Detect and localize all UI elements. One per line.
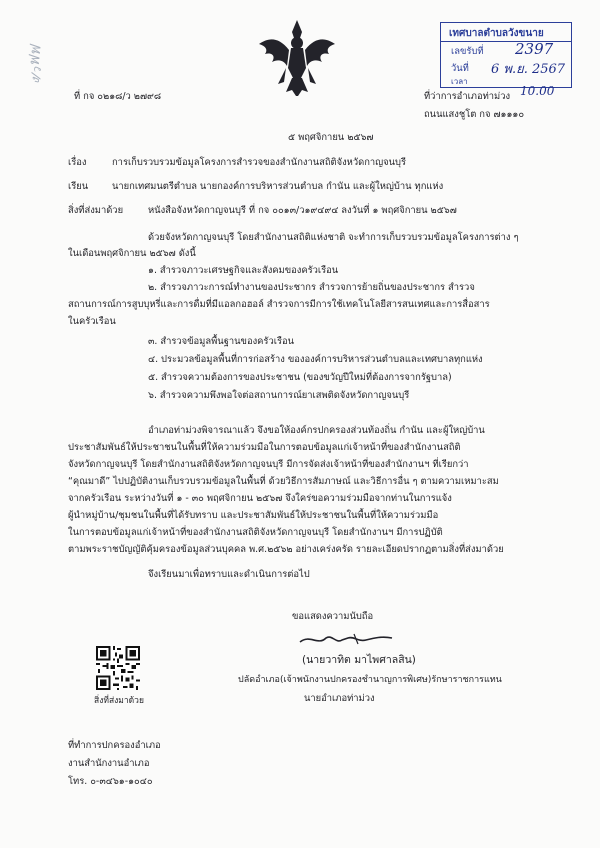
margin-note-top: ฟฟ — [24, 44, 45, 68]
reference-text: หนังสือจังหวัดกาญจนบุรี ที่ กจ ๐๐๑๓/ว๑๙๔๙๔ ลงวันที่ ๑ พฤศจิกายน ๒๕๖๗ — [148, 205, 457, 216]
qr-code — [96, 646, 140, 690]
paragraph-line-1: อำเภอท่าม่วงพิจารณาแล้ว จึงขอให้องค์กรปกครองส่วนท้องถิ่น กำนัน และผู้ใหญ่บ้าน — [148, 425, 485, 436]
subject-label: เรื่อง — [68, 157, 87, 168]
stamp-receive-label: เลขรับที่ — [451, 46, 484, 57]
footer-line-3: โทร. ๐-๓๔๖๑-๑๐๔๐ — [68, 776, 153, 787]
office-address-line2: ถนนแสงชูโต กจ ๗๑๑๑๐ — [424, 109, 525, 120]
footer-line-2: งานสำนักงานอำเภอ — [68, 758, 150, 769]
item-2-line-2: สถานการณ์การสูบบุหรี่และการดื่มที่มีแอลกอฮอล์ สำรวจการมีการใช้เทคโนโลยีสารสนเทศและการสื่อสาร — [68, 299, 490, 310]
margin-note-side: ง/ว — [27, 66, 45, 85]
handwritten-signature — [296, 628, 396, 650]
reference-label: สิ่งที่ส่งมาด้วย — [68, 205, 124, 216]
stamp-date-label: วันที่ — [451, 63, 469, 74]
received-stamp — [440, 22, 572, 88]
item-3: ๓. สำรวจข้อมูลพื้นฐานของครัวเรือน — [148, 336, 295, 347]
document-date: ๕ พฤศจิกายน ๒๕๖๗ — [288, 132, 374, 143]
paragraph-line-6: ผู้นำหมู่บ้าน/ชุมชนในพื้นที่ได้รับทราบ และประชาสัมพันธ์ให้ประชาชนในพื้นที่ให้ความร่วมมือ — [68, 510, 439, 521]
stamp-receive-no: 2397 — [515, 40, 554, 58]
recipient-label: เรียน — [68, 181, 89, 192]
stamp-time-value: 10.00 — [520, 84, 555, 98]
office-address-line1: ที่ว่าการอำเภอท่าม่วง — [424, 91, 511, 102]
garuda-emblem — [256, 18, 338, 98]
item-6: ๖. สำรวจความพึงพอใจต่อสถานการณ์ยาเสพติดจังหวัดกาญจนบุรี — [148, 390, 410, 401]
footer-line-1: ที่ทำการปกครองอำเภอ — [68, 740, 161, 751]
stamp-office: เทศบาลตำบลวังขนาย — [449, 28, 544, 39]
item-2-line-3: ในครัวเรือน — [68, 316, 116, 327]
signer-title: นายอำเภอท่าม่วง — [304, 693, 375, 704]
item-1: ๑. สำรวจภาวะเศรษฐกิจและสังคมของครัวเรือน — [148, 265, 339, 276]
closing-line: จึงเรียนมาเพื่อทราบและดำเนินการต่อไป — [148, 569, 310, 580]
paragraph-line-4: “คุณมาดี” ไปปฏิบัติงานเก็บรวบรวมข้อมูลในพื้นที่ ด้วยวิธีการสัมภาษณ์ และวิธีการอื่น ๆ ตามความเหมาะสม — [68, 476, 499, 487]
signer-name: (นายวาทิต มาไพศาลสิน) — [302, 654, 416, 666]
paragraph-line-7: ในการตอบข้อมูลแก่เจ้าหน้าที่ของสำนักงานสถิติจังหวัดกาญจนบุรี โดยสำนักงานฯ มีการปฏิบัติ — [68, 527, 443, 538]
regards-text: ขอแสดงความนับถือ — [292, 611, 374, 622]
document-number: ที่ กจ ๐๒๑๘/ว ๒๗๙๘ — [74, 91, 162, 102]
stamp-time-label: เวลา — [451, 77, 468, 86]
intro-line-2: ในเดือนพฤศจิกายน ๒๕๖๗ ดังนี้ — [68, 248, 196, 259]
paragraph-line-8: ตามพระราชบัญญัติคุ้มครองข้อมูลส่วนบุคคล พ.ศ.๒๕๖๒ อย่างเคร่งครัด รายละเอียดปรากฏตามสิ่งที่ส่งมาด้วย — [68, 544, 504, 555]
item-5: ๕. สำรวจความต้องการของประชาชน (ของขวัญปีใหม่ที่ต้องการจากรัฐบาล) — [148, 372, 452, 383]
signer-position: ปลัดอำเภอ(เจ้าพนักงานปกครองชำนาญการพิเศษ)รักษาราชการแทน — [238, 675, 502, 685]
stamp-date-value: 6 พ.ย. 2567 — [491, 62, 566, 77]
paragraph-line-2: ประชาสัมพันธ์ให้ประชาชนในพื้นที่ให้ความร่วมมือในการตอบข้อมูลแก่เจ้าหน้าที่ของสำนักงานสถิติ — [68, 442, 461, 453]
qr-caption: สิ่งที่ส่งมาด้วย — [94, 696, 144, 706]
recipient-text: นายกเทศมนตรีตำบล นายกองค์การบริหารส่วนตำบล กำนัน และผู้ใหญ่บ้าน ทุกแห่ง — [112, 181, 444, 192]
item-4: ๔. ประมวลข้อมูลพื้นที่การก่อสร้าง ขององค์การบริหารส่วนตำบลและเทศบาลทุกแห่ง — [148, 354, 483, 365]
paragraph-line-5: จากครัวเรือน ระหว่างวันที่ ๑ - ๓๐ พฤศจิกายน ๒๕๖๗ จึงใคร่ขอความร่วมมือจากท่านในการแจ้ง — [68, 493, 452, 504]
paragraph-line-3: จังหวัดกาญจนบุรี โดยสำนักงานสถิติจังหวัดกาญจนบุรี มีการจัดส่งเจ้าหน้าที่ของสำนักงานฯ ที่เรียกว่า — [68, 459, 469, 470]
intro-line-1: ด้วยจังหวัดกาญจนบุรี โดยสำนักงานสถิติแห่งชาติ จะทำการเก็บรวบรวมข้อมูลโครงการต่าง ๆ — [148, 232, 519, 243]
subject-text: การเก็บรวบรวมข้อมูลโครงการสำรวจของสำนักงานสถิติจังหวัดกาญจนบุรี — [112, 157, 407, 168]
item-2-line-1: ๒. สำรวจภาวะการณ์ทำงานของประชากร สำรวจการย้ายถิ่นของประชากร สำรวจ — [148, 282, 475, 293]
